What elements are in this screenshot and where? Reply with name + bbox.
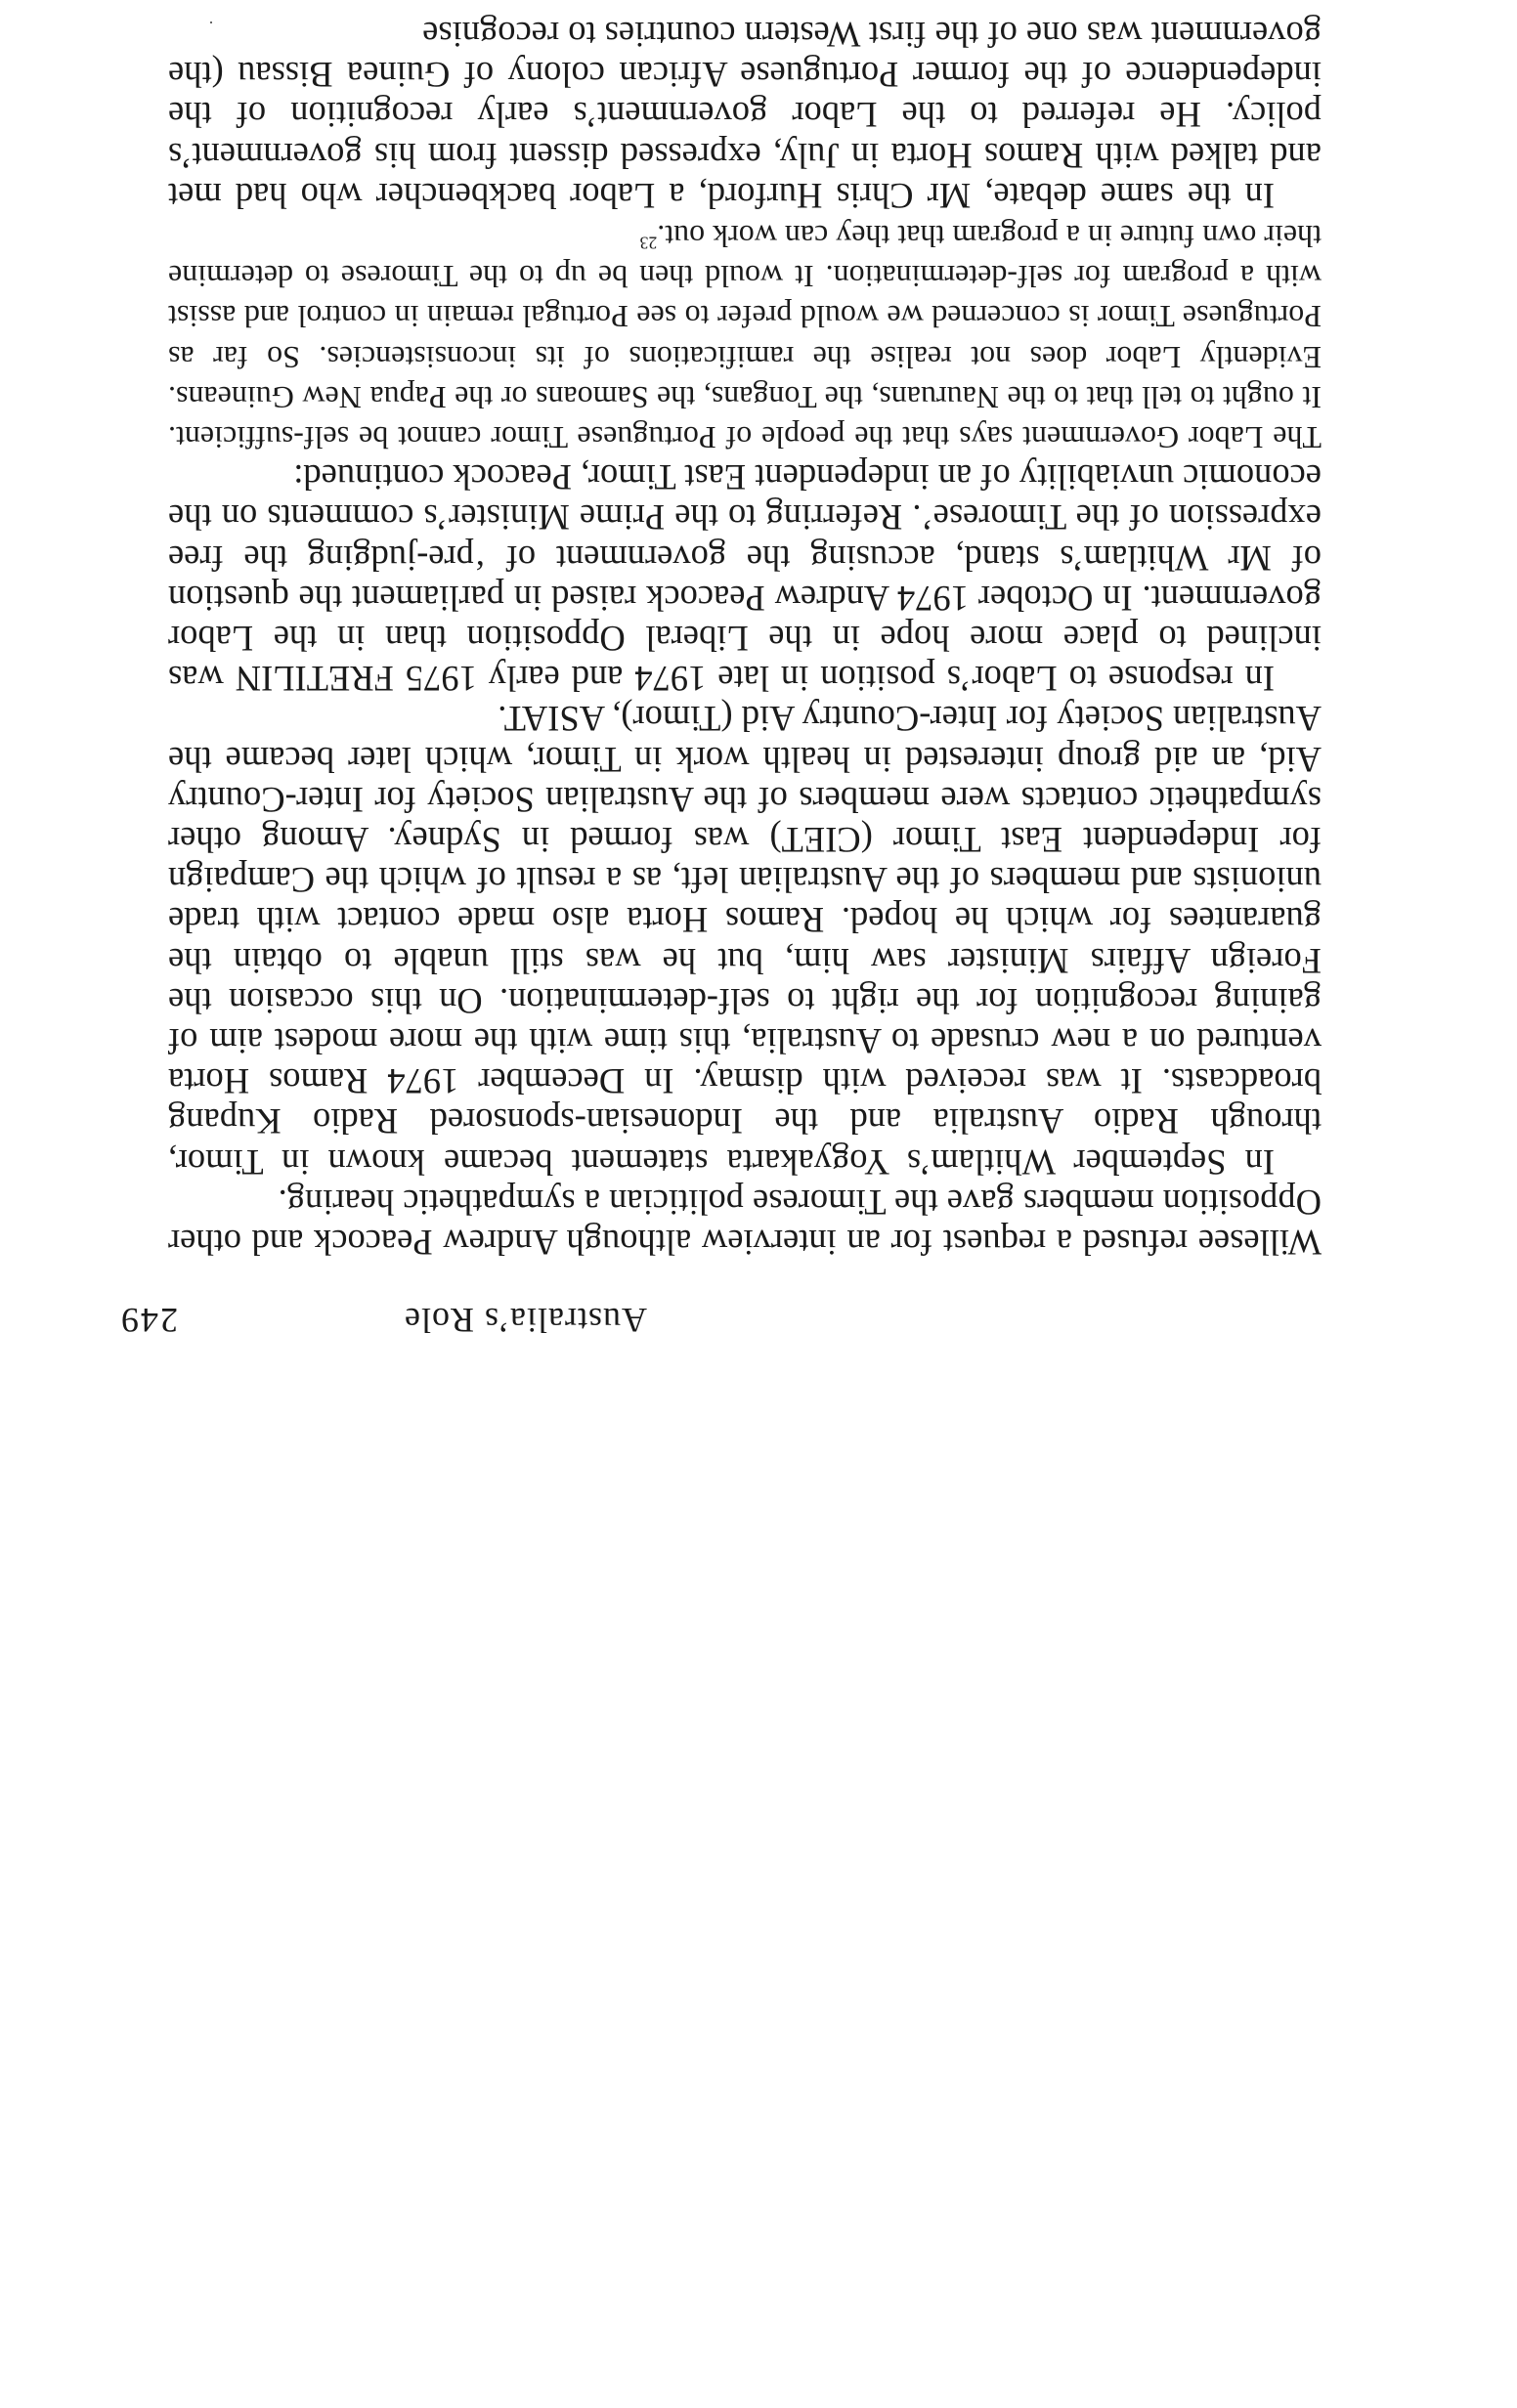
block-quote-text: The Labor Government says that the people of Portuguese Timor cannot be self-sufficient. It ought to tell that to the Nauruans, the Tongans, the Samoans or the Papua New Guineans. Evidently Labor does not realise the ramifications of its inconsistencies. So far as Portuguese Timor is concerned we would prefer to see Portugal remain in control and assist with a program for self-determination. It would then be up to the Timorese to determine their own future in a program that they can work out. [168, 218, 1322, 455]
body-text [168, 15, 1322, 1263]
paragraph: In September Whitlam’s Yogyakarta statement became known in Timor, through Radio Australia and the Indonesian-sponsored Radio Kupang broadcasts. It was received with dismay. In December 1974 Ramos Horta ventured on a new crusade to Australia, this time with the more modest aim of gaining recognition for the right to self-determination. On this occasion the Foreign Affairs Minister saw him, but he was still unable to obtain the guarantees for which he hoped. Ramos Horta also made contact with trade unionists and members of the Australian left, as a result of which the Campaign for Independent East Timor (CIET) was formed in Sydney. Among other sympathetic contacts were members of the Australian Society for Inter-Country Aid, an aid group interested in health work in Timor, which later became the Australian Society for Inter-Country Aid (Timor), ASIAT. [168, 699, 1322, 1182]
paragraph: In response to Labor’s position in late 1974 and early 1975 FRETILIN was inclined to place more hope in the Liberal Opposition than in the Labor government. In October 1974 Andrew Peacock raised in parliament the question of Mr Whitlam’s stand, accusing the government of ‘pre-judging the free expression of the Timorese’. Referring to the Prime Minister’s comments on the economic unviability of an independent East Timor, Peacock continued: [168, 457, 1322, 700]
paragraph: In the same debate, Mr Chris Hurford, a Labor backbencher who had met and talked with Ramos Horta in July, expressed dissent from his government’s policy. He referred to the Labor government’s early recognition of the independence of the former Portuguese African colony of Guinea Bissau (the government was one of the first Western countries to recognise [168, 14, 1322, 216]
block-quote [168, 216, 1322, 457]
paragraph: Willesee refused a request for an interview although Andrew Peacock and other Opposition members gave the Timorese politician a sympathetic hearing. [168, 1182, 1322, 1263]
running-head-title: Australia’s Role [404, 1301, 647, 1340]
footnote-marker: 23 [639, 233, 658, 253]
stray-mark [210, 22, 212, 23]
page-number: 249 [119, 1301, 178, 1340]
